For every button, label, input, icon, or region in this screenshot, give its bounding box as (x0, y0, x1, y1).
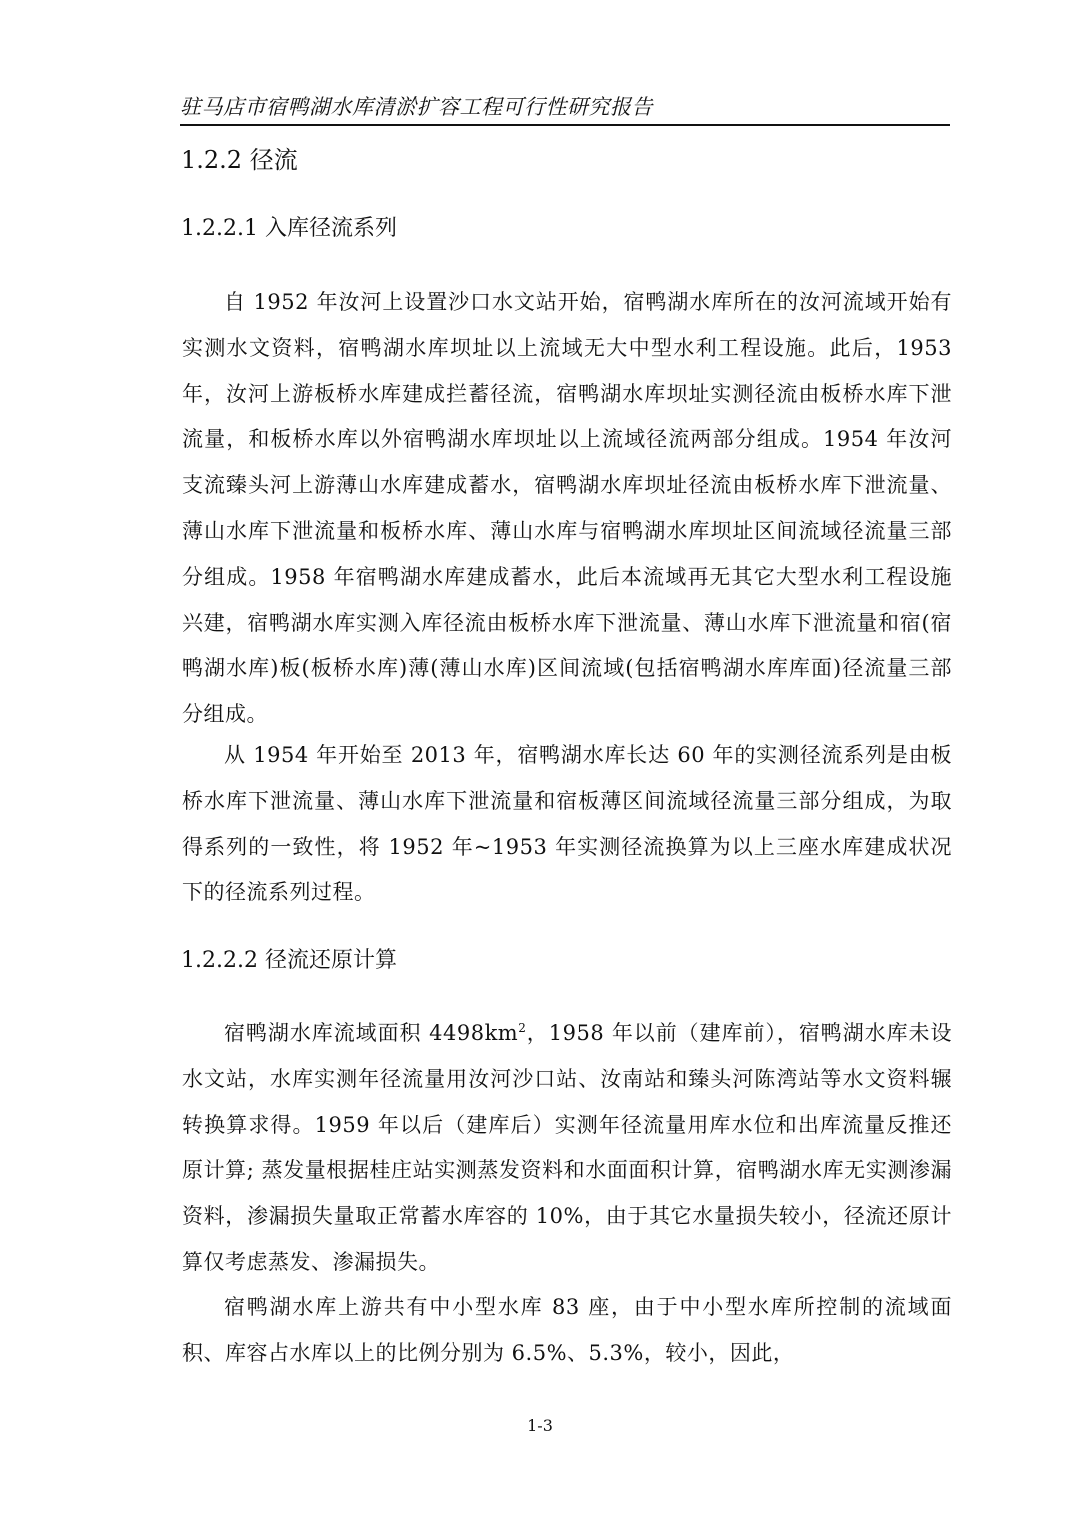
section-heading-runoff: 1.2.2 径流 (181, 146, 298, 174)
subsection-heading-inflow-series: 1.2.2.1 入库径流系列 (181, 216, 397, 241)
paragraph-inflow-history: 自 1952 年汝河上设置沙口水文站开始，宿鸭湖水库所在的汝河流域开始有实测水文资料，宿鸭湖水库坝址以上流域无大中型水利工程设施。此后，1953 年，汝河上游板桥水库建成拦蓄径流，宿鸭湖水库坝址实测径流由板桥水库下泄流量，和板桥水库以外宿鸭湖水库坝址以上流域径流两部分组成。1954 年汝河支流臻头河上游薄山水库建成蓄水，宿鸭湖水库坝址径流由板桥水库下泄流量、薄山水库下泄流量和板桥水库、薄山水库与宿鸭湖水库坝址区间流域径流量三部分组成。1958 年宿鸭湖水库建成蓄水，此后本流域再无其它大型水利工程设施兴建，宿鸭湖水库实测入库径流由板桥水库下泄流量、薄山水库下泄流量和宿(宿鸭湖水库)板(板桥水库)薄(薄山水库)区间流域(包括宿鸭湖水库库面)径流量三部分组成。 (182, 290, 952, 727)
header-rule (180, 124, 950, 126)
paragraph-restoration-method (182, 1011, 952, 1286)
paragraph-restoration-text-end: ，1958 年以前（建库前），宿鸭湖水库未设水文站，水库实测年径流量用汝河沙口站、汝南站和臻头河陈湾站等水文资料辗转换算求得。1959 年以后（建库后）实测年径流量用库水位和出库流量反推还原计算; 蒸发量根据桂庄站实测蒸发资料和水面面积计算，宿鸭湖水库无实测渗漏资料，渗漏损失量取正常蓄水库容的 10%，由于其它水量损失较小，径流还原计算仅考虑蒸发、渗漏损失。 (182, 1021, 952, 1274)
paragraph-series-consistency: 从 1954 年开始至 2013 年，宿鸭湖水库长达 60 年的实测径流系列是由板桥水库下泄流量、薄山水库下泄流量和宿板薄区间流域径流量三部分组成，为取得系列的一致性，将 1952 年~1953 年实测径流换算为以上三座水库建成状况下的径流系列过程。 (182, 743, 952, 905)
subsection-heading-restoration: 1.2.2.2 径流还原计算 (181, 948, 397, 973)
page-number: 1-3 (527, 1416, 553, 1435)
paragraph-restoration-text-start: 宿鸭湖水库流域面积 4498km (224, 1021, 519, 1045)
paragraph-small-reservoirs: 宿鸭湖水库上游共有中小型水库 83 座，由于中小型水库所控制的流域面积、库容占水库以上的比例分别为 6.5%、5.3%，较小，因此， (182, 1295, 952, 1365)
running-header: 驻马店市宿鸭湖水库清淤扩容工程可行性研究报告 (180, 95, 653, 119)
superscript-two: 2 (518, 1021, 527, 1035)
